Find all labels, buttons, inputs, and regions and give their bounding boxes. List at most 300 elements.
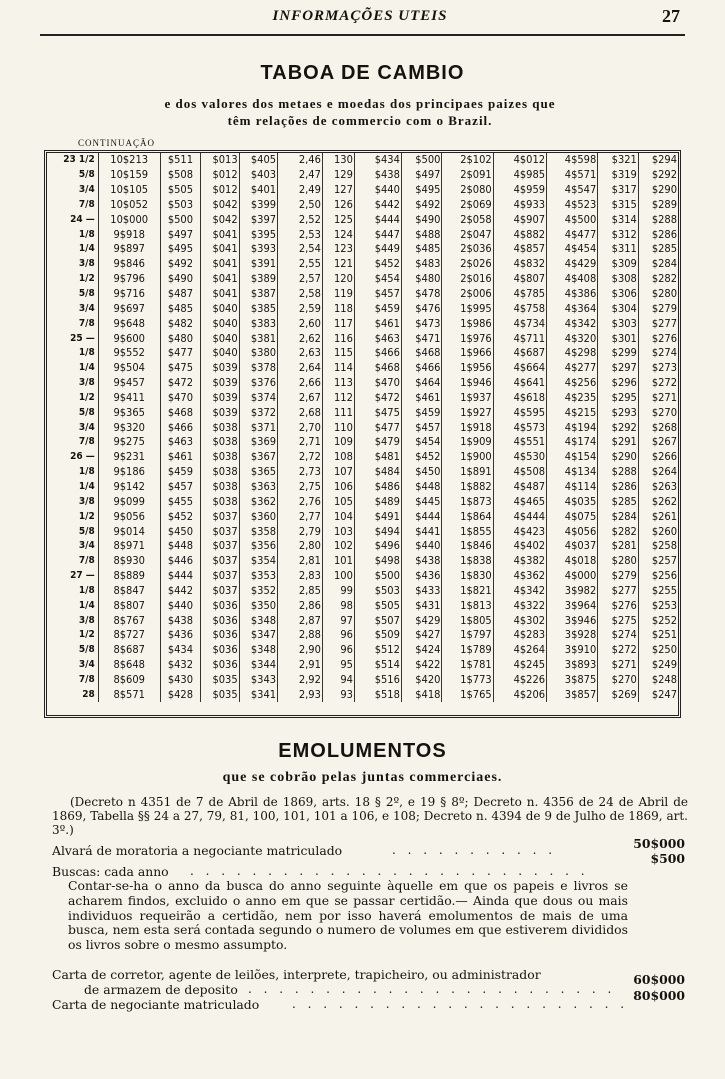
table-cell: 9$186 bbox=[98, 465, 160, 480]
row-label: 7/8 bbox=[47, 435, 98, 450]
table-subtitle-line2: têm relações de commercio com o Brazil. bbox=[227, 113, 493, 128]
table-cell: $347 bbox=[239, 628, 277, 643]
table-cell: 116 bbox=[322, 331, 354, 346]
table-cell: $358 bbox=[239, 524, 277, 539]
table-row bbox=[47, 331, 678, 346]
table-cell: $497 bbox=[160, 227, 201, 242]
table-cell: $255 bbox=[651, 583, 677, 597]
table-cell: $284 bbox=[598, 509, 639, 524]
table-row bbox=[47, 450, 678, 465]
table-cell: 2,72 bbox=[278, 450, 323, 465]
table-row bbox=[47, 554, 678, 569]
table-cell: $438 bbox=[401, 554, 442, 569]
table-cell: $348 bbox=[239, 613, 277, 628]
table-cell: $450 bbox=[401, 465, 442, 480]
table-row bbox=[47, 480, 678, 495]
table-row bbox=[47, 212, 678, 227]
table-cell: $253 bbox=[651, 598, 677, 612]
table-cell: 4$320 bbox=[547, 331, 598, 346]
table-cell: 120 bbox=[322, 272, 354, 287]
table-cell: 2,75 bbox=[278, 480, 323, 495]
row-label: 1/8 bbox=[47, 465, 98, 480]
table-cell: $038 bbox=[201, 450, 239, 465]
row-label: 3/4 bbox=[47, 658, 98, 673]
table-cell: 2,92 bbox=[278, 673, 323, 688]
table-cell: $276 bbox=[651, 331, 677, 345]
table-cell: $365 bbox=[239, 465, 277, 480]
table-cell: 100 bbox=[322, 569, 354, 584]
table-cell: 9$552 bbox=[98, 346, 160, 361]
table-row bbox=[47, 376, 678, 391]
table-cell: $508 bbox=[160, 168, 201, 183]
table-row bbox=[47, 183, 678, 198]
table-cell: $448 bbox=[401, 480, 442, 495]
table-cell: 4$618 bbox=[493, 391, 546, 406]
table-cell: 110 bbox=[322, 420, 354, 435]
table-cell: 96 bbox=[322, 643, 354, 658]
table-cell: 2,80 bbox=[278, 539, 323, 554]
table-cell: 8$930 bbox=[98, 554, 160, 569]
table-cell: 1$995 bbox=[442, 301, 493, 316]
table-cell: $478 bbox=[401, 287, 442, 302]
row-label: 1/2 bbox=[47, 272, 98, 287]
table-row bbox=[47, 569, 678, 584]
table-cell: 4$382 bbox=[493, 554, 546, 569]
table-cell: 4$882 bbox=[493, 227, 546, 242]
carta-corretor-line2: de armazem de deposito bbox=[84, 982, 238, 997]
table-cell: 2,70 bbox=[278, 420, 323, 435]
table-cell: 8$767 bbox=[98, 613, 160, 628]
table-cell: $495 bbox=[160, 242, 201, 257]
table-cell: 1$900 bbox=[442, 450, 493, 465]
table-row bbox=[47, 673, 678, 688]
table-cell: $418 bbox=[401, 687, 442, 702]
table-cell: 9$648 bbox=[98, 316, 160, 331]
table-cell: $505 bbox=[354, 598, 401, 613]
row-label: 1/4 bbox=[47, 242, 98, 257]
table-cell: 125 bbox=[322, 212, 354, 227]
table-cell: $296 bbox=[598, 376, 639, 391]
table-cell: 4$907 bbox=[493, 212, 546, 227]
table-cell: 4$734 bbox=[493, 316, 546, 331]
table-cell: 9$142 bbox=[98, 480, 160, 495]
row-label: 7/8 bbox=[47, 198, 98, 213]
table-cell: 4$477 bbox=[547, 227, 598, 242]
table-cell: $348 bbox=[239, 643, 277, 658]
table-cell: $464 bbox=[401, 376, 442, 391]
table-cell: $341 bbox=[239, 687, 277, 702]
table-cell: $315 bbox=[598, 198, 639, 213]
table-cell: 1$891 bbox=[442, 465, 493, 480]
table-cell: 2,81 bbox=[278, 554, 323, 569]
table-cell: $041 bbox=[201, 287, 239, 302]
table-cell: 4$342 bbox=[493, 583, 546, 598]
row-label: 1/4 bbox=[47, 361, 98, 376]
table-cell: 4$342 bbox=[547, 316, 598, 331]
table-cell: $463 bbox=[160, 435, 201, 450]
table-row bbox=[47, 287, 678, 302]
table-cell: 2,73 bbox=[278, 465, 323, 480]
table-cell: 9$056 bbox=[98, 509, 160, 524]
table-cell: 8$807 bbox=[98, 598, 160, 613]
table-cell: 1$882 bbox=[442, 480, 493, 495]
table-cell: $485 bbox=[401, 242, 442, 257]
table-cell: $376 bbox=[239, 376, 277, 391]
table-cell: 2$006 bbox=[442, 287, 493, 302]
table-row bbox=[47, 494, 678, 509]
table-cell: $441 bbox=[401, 524, 442, 539]
table-cell: 1$966 bbox=[442, 346, 493, 361]
table-cell: $041 bbox=[201, 242, 239, 257]
table-cell: 124 bbox=[322, 227, 354, 242]
table-cell: $037 bbox=[201, 509, 239, 524]
table-cell: 10$159 bbox=[98, 168, 160, 183]
exchange-table bbox=[44, 150, 681, 718]
table-cell: 9$846 bbox=[98, 257, 160, 272]
page-number: 27 bbox=[662, 6, 680, 26]
table-cell: 4$523 bbox=[547, 198, 598, 213]
table-cell: 101 bbox=[322, 554, 354, 569]
table-row bbox=[47, 583, 678, 598]
table-cell: $280 bbox=[651, 287, 677, 301]
table-cell: 4$174 bbox=[547, 435, 598, 450]
table-cell: 2,87 bbox=[278, 613, 323, 628]
table-cell: $281 bbox=[598, 539, 639, 554]
table-cell: 2,66 bbox=[278, 376, 323, 391]
table-cell: $387 bbox=[239, 287, 277, 302]
table-cell: 2$036 bbox=[442, 242, 493, 257]
row-label: 3/4 bbox=[47, 539, 98, 554]
table-cell: $430 bbox=[160, 673, 201, 688]
table-cell: 2,52 bbox=[278, 212, 323, 227]
table-cell: 2$069 bbox=[442, 198, 493, 213]
table-cell: 9$504 bbox=[98, 361, 160, 376]
table-row bbox=[47, 598, 678, 613]
row-label: 28 bbox=[47, 687, 98, 702]
table-cell: 4$322 bbox=[493, 598, 546, 613]
table-cell: 4$500 bbox=[547, 212, 598, 227]
table-cell: 3$857 bbox=[547, 687, 598, 702]
buscas-label: Buscas: cada anno bbox=[52, 864, 169, 879]
table-cell: 3$946 bbox=[547, 613, 598, 628]
table-cell: $251 bbox=[651, 628, 677, 642]
table-cell: $481 bbox=[354, 450, 401, 465]
table-cell: $247 bbox=[651, 687, 677, 701]
row-label: 1/2 bbox=[47, 509, 98, 524]
table-cell: 10$000 bbox=[98, 212, 160, 227]
table-cell: 4$571 bbox=[547, 168, 598, 183]
table-cell: $274 bbox=[651, 346, 677, 360]
row-label: 3/4 bbox=[47, 420, 98, 435]
table-cell: 114 bbox=[322, 361, 354, 376]
table-cell: 3$928 bbox=[547, 628, 598, 643]
table-cell: $475 bbox=[160, 361, 201, 376]
table-cell: $514 bbox=[354, 658, 401, 673]
table-cell: $459 bbox=[354, 301, 401, 316]
table-cell: 112 bbox=[322, 391, 354, 406]
table-cell: $440 bbox=[160, 598, 201, 613]
table-cell: 8$609 bbox=[98, 673, 160, 688]
table-cell: 4$641 bbox=[493, 376, 546, 391]
table-cell: $500 bbox=[354, 569, 401, 584]
table-cell: $350 bbox=[239, 598, 277, 613]
table-cell: 8$648 bbox=[98, 658, 160, 673]
table-cell: 9$897 bbox=[98, 242, 160, 257]
table-cell: 1$773 bbox=[442, 673, 493, 688]
table-cell: 2,91 bbox=[278, 658, 323, 673]
alvara-label: Alvará de moratoria a negociante matriculado bbox=[52, 843, 343, 858]
table-cell: $035 bbox=[201, 687, 239, 702]
table-cell: $286 bbox=[598, 480, 639, 495]
table-cell: 4$226 bbox=[493, 673, 546, 688]
table-cell: 1$927 bbox=[442, 405, 493, 420]
carta-negociante-label: Carta de negociante matriculado bbox=[52, 997, 260, 1012]
table-cell: $362 bbox=[239, 494, 277, 509]
table-cell: 8$727 bbox=[98, 628, 160, 643]
table-cell: 2,62 bbox=[278, 331, 323, 346]
table-cell: 4$264 bbox=[493, 643, 546, 658]
table-cell: 111 bbox=[322, 405, 354, 420]
table-cell: $311 bbox=[598, 242, 639, 257]
table-cell: 1$813 bbox=[442, 598, 493, 613]
table-cell: 2,86 bbox=[278, 598, 323, 613]
table-row bbox=[47, 227, 678, 242]
table-cell: 8$571 bbox=[98, 687, 160, 702]
table-cell: 2,79 bbox=[278, 524, 323, 539]
table-cell: $319 bbox=[598, 168, 639, 183]
table-cell: $356 bbox=[239, 539, 277, 554]
table-cell: $482 bbox=[160, 316, 201, 331]
table-cell: 9$365 bbox=[98, 405, 160, 420]
table-cell: 127 bbox=[322, 183, 354, 198]
table-cell: 4$933 bbox=[493, 198, 546, 213]
table-cell: 4$154 bbox=[547, 450, 598, 465]
row-label: 3/4 bbox=[47, 301, 98, 316]
table-cell: 103 bbox=[322, 524, 354, 539]
table-cell: $444 bbox=[401, 509, 442, 524]
table-cell: $440 bbox=[401, 539, 442, 554]
table-cell: $445 bbox=[401, 494, 442, 509]
table-cell: 4$429 bbox=[547, 257, 598, 272]
row-label: 1/8 bbox=[47, 227, 98, 242]
table-cell: 4$362 bbox=[493, 569, 546, 584]
table-cell: 2,60 bbox=[278, 316, 323, 331]
table-cell: $371 bbox=[239, 420, 277, 435]
table-cell: 1$937 bbox=[442, 391, 493, 406]
table-cell: $041 bbox=[201, 227, 239, 242]
table-cell: $286 bbox=[651, 227, 677, 241]
table-cell: $424 bbox=[401, 643, 442, 658]
row-label: 3/8 bbox=[47, 613, 98, 628]
table-cell: $512 bbox=[354, 643, 401, 658]
table-cell: 4$857 bbox=[493, 242, 546, 257]
table-cell: $470 bbox=[160, 391, 201, 406]
row-label: 1/8 bbox=[47, 346, 98, 361]
table-cell: $446 bbox=[160, 554, 201, 569]
table-cell: 4$134 bbox=[547, 465, 598, 480]
table-row bbox=[47, 257, 678, 272]
table-cell: 2,68 bbox=[278, 405, 323, 420]
table-cell: $500 bbox=[401, 153, 442, 168]
table-cell: 2$058 bbox=[442, 212, 493, 227]
table-cell: $038 bbox=[201, 420, 239, 435]
table-cell: $266 bbox=[651, 450, 677, 464]
table-cell: $497 bbox=[401, 168, 442, 183]
table-cell: 2$016 bbox=[442, 272, 493, 287]
table-cell: $485 bbox=[160, 301, 201, 316]
table-cell: $036 bbox=[201, 613, 239, 628]
carta-corretor-line1: Carta de corretor, agente de leilões, interprete, trapicheiro, ou administrador bbox=[52, 967, 541, 982]
table-cell: 2,64 bbox=[278, 361, 323, 376]
table-cell: $470 bbox=[354, 376, 401, 391]
table-cell: $473 bbox=[401, 316, 442, 331]
table-cell: 4$283 bbox=[493, 628, 546, 643]
table-cell: 121 bbox=[322, 257, 354, 272]
table-cell: $276 bbox=[598, 598, 639, 613]
table-cell: $487 bbox=[160, 287, 201, 302]
table-cell: $452 bbox=[354, 257, 401, 272]
table-cell: $475 bbox=[354, 405, 401, 420]
table-cell: $295 bbox=[598, 391, 639, 406]
table-cell: 4$454 bbox=[547, 242, 598, 257]
table-cell: $275 bbox=[598, 613, 639, 628]
row-label: 1/4 bbox=[47, 480, 98, 495]
table-cell: $444 bbox=[160, 569, 201, 584]
table-cell: $457 bbox=[401, 420, 442, 435]
table-cell: 10$052 bbox=[98, 198, 160, 213]
table-cell: $289 bbox=[651, 197, 677, 211]
table-cell: 3$982 bbox=[547, 583, 598, 598]
table-cell: $252 bbox=[651, 613, 677, 627]
table-cell: $422 bbox=[401, 658, 442, 673]
table-cell: 8$889 bbox=[98, 569, 160, 584]
table-cell: $041 bbox=[201, 257, 239, 272]
table-cell: $273 bbox=[651, 361, 677, 375]
table-cell: 4$408 bbox=[547, 272, 598, 287]
table-cell: 4$364 bbox=[547, 301, 598, 316]
table-cell: 1$918 bbox=[442, 420, 493, 435]
table-cell: 4$530 bbox=[493, 450, 546, 465]
table-cell: 2,57 bbox=[278, 272, 323, 287]
table-cell: $434 bbox=[160, 643, 201, 658]
table-cell: 4$215 bbox=[547, 405, 598, 420]
row-label: 1/4 bbox=[47, 598, 98, 613]
row-label: 3/8 bbox=[47, 494, 98, 509]
table-cell: 4$245 bbox=[493, 658, 546, 673]
table-cell: $511 bbox=[160, 153, 201, 168]
table-cell: $352 bbox=[239, 583, 277, 598]
table-cell: $013 bbox=[201, 153, 239, 168]
table-cell: $488 bbox=[401, 227, 442, 242]
table-cell: $468 bbox=[160, 405, 201, 420]
table-row bbox=[47, 168, 678, 183]
table-cell: 113 bbox=[322, 376, 354, 391]
table-cell: 3$910 bbox=[547, 643, 598, 658]
table-cell: $500 bbox=[160, 212, 201, 227]
table-cell: 1$846 bbox=[442, 539, 493, 554]
table-cell: $372 bbox=[239, 405, 277, 420]
table-cell: 4$012 bbox=[493, 153, 546, 168]
table-cell: $261 bbox=[651, 509, 677, 523]
table-cell: $248 bbox=[651, 672, 677, 686]
table-cell: 8$971 bbox=[98, 539, 160, 554]
table-row bbox=[47, 539, 678, 554]
table-cell: $040 bbox=[201, 301, 239, 316]
table-cell: $012 bbox=[201, 168, 239, 183]
table-row bbox=[47, 272, 678, 287]
table-cell: 9$697 bbox=[98, 301, 160, 316]
table-cell: $461 bbox=[401, 391, 442, 406]
table-cell: $391 bbox=[239, 257, 277, 272]
table-cell: $457 bbox=[354, 287, 401, 302]
table-cell: $257 bbox=[651, 554, 677, 568]
table-cell: $468 bbox=[354, 361, 401, 376]
table-cell: 4$277 bbox=[547, 361, 598, 376]
table-cell: $036 bbox=[201, 598, 239, 613]
table-cell: 2,58 bbox=[278, 287, 323, 302]
table-cell: $038 bbox=[201, 465, 239, 480]
table-cell: $264 bbox=[651, 465, 677, 479]
table-cell: $479 bbox=[354, 435, 401, 450]
table-cell: $284 bbox=[651, 257, 677, 271]
table-cell: $260 bbox=[651, 524, 677, 538]
table-cell: 94 bbox=[322, 673, 354, 688]
table-cell: $434 bbox=[354, 153, 401, 168]
table-cell: 9$275 bbox=[98, 435, 160, 450]
table-cell: $012 bbox=[201, 183, 239, 198]
table-row bbox=[47, 361, 678, 376]
table-cell: 2,55 bbox=[278, 257, 323, 272]
table-cell: 9$600 bbox=[98, 331, 160, 346]
table-cell: 2$080 bbox=[442, 183, 493, 198]
table-cell: 4$302 bbox=[493, 613, 546, 628]
table-cell: $282 bbox=[598, 524, 639, 539]
table-cell: $444 bbox=[354, 212, 401, 227]
row-label: 25 — bbox=[47, 331, 98, 346]
table-cell: $477 bbox=[160, 346, 201, 361]
table-cell: $306 bbox=[598, 287, 639, 302]
table-cell: $447 bbox=[354, 227, 401, 242]
row-label: 5/8 bbox=[47, 524, 98, 539]
table-cell: $454 bbox=[401, 435, 442, 450]
table-cell: $492 bbox=[401, 198, 442, 213]
table-row bbox=[47, 405, 678, 420]
table-cell: 1$838 bbox=[442, 554, 493, 569]
table-cell: 4$037 bbox=[547, 539, 598, 554]
table-cell: $385 bbox=[239, 301, 277, 316]
table-cell: $383 bbox=[239, 316, 277, 331]
table-cell: $476 bbox=[401, 301, 442, 316]
row-label: 7/8 bbox=[47, 554, 98, 569]
row-label: 5/8 bbox=[47, 287, 98, 302]
row-label: 7/8 bbox=[47, 673, 98, 688]
table-cell: $360 bbox=[239, 509, 277, 524]
table-cell: 2,49 bbox=[278, 183, 323, 198]
table-cell: 1$765 bbox=[442, 687, 493, 702]
table-cell: 123 bbox=[322, 242, 354, 257]
table-row bbox=[47, 524, 678, 539]
table-row bbox=[47, 316, 678, 331]
table-cell: 2,71 bbox=[278, 435, 323, 450]
row-label: 7/8 bbox=[47, 316, 98, 331]
table-cell: $267 bbox=[651, 435, 677, 449]
table-cell: $037 bbox=[201, 554, 239, 569]
table-cell: 4$595 bbox=[493, 405, 546, 420]
carta-corretor-amount: 60$000 bbox=[633, 972, 685, 987]
table-cell: $472 bbox=[160, 376, 201, 391]
table-cell: 115 bbox=[322, 346, 354, 361]
table-cell: 97 bbox=[322, 613, 354, 628]
